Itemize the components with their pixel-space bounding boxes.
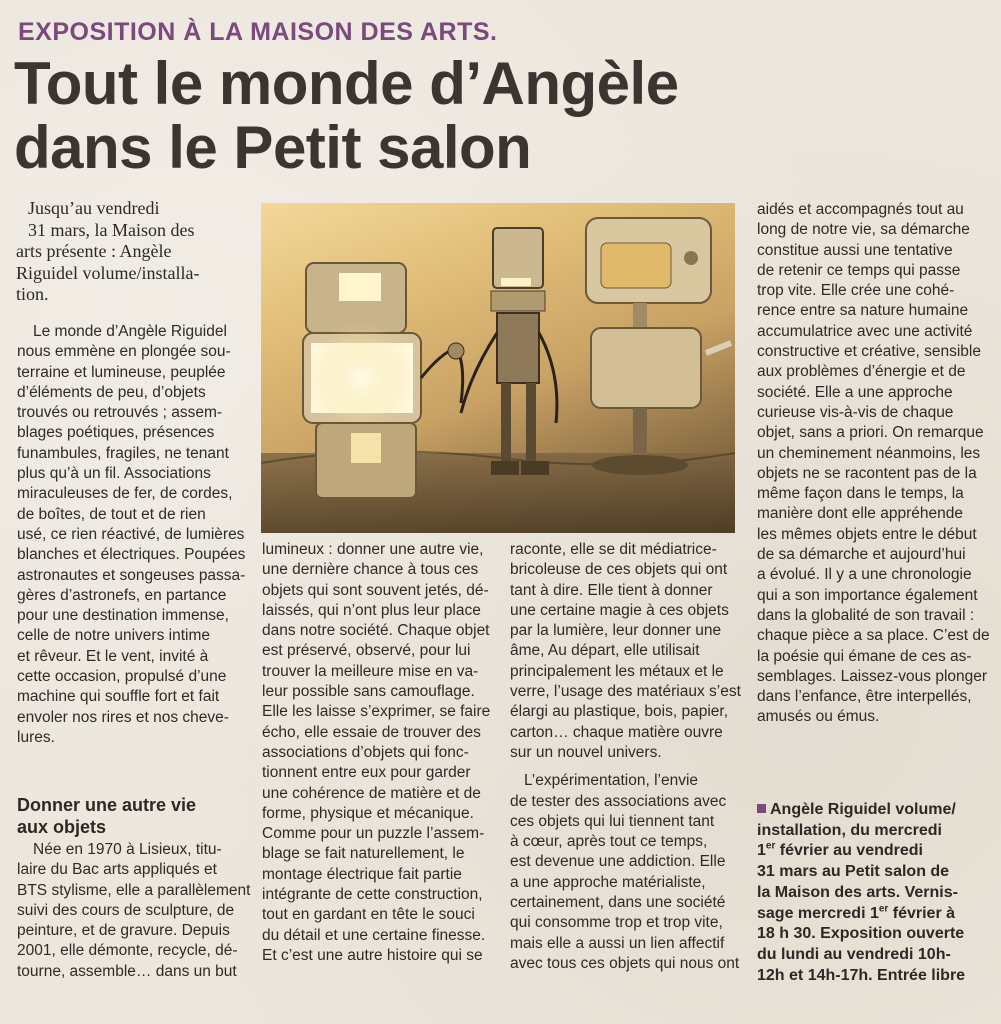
info-line bbox=[757, 800, 987, 821]
text-line: objet, sans a priori. On remarque bbox=[757, 424, 984, 442]
body-column-4 bbox=[757, 200, 990, 728]
text-line: tourne, assemble… dans un but bbox=[17, 962, 237, 980]
text-line: gères d’astronefs, en partance bbox=[17, 586, 227, 604]
text-line: mais elle a aussi un lien affectif bbox=[510, 934, 725, 952]
body-column-3 bbox=[510, 540, 741, 974]
text-line: chaque pièce a sa place. C’est de bbox=[757, 627, 990, 645]
text-line: amusés ou émus. bbox=[757, 708, 880, 726]
text-line: montage électrique fait partie bbox=[262, 865, 462, 883]
info-text: sage mercredi 1 bbox=[757, 904, 879, 922]
text-line: pour une destination immense, bbox=[17, 607, 229, 625]
text-line: BTS stylisme, elle a parallèlement bbox=[17, 881, 251, 899]
text-line: principalement les métaux et le bbox=[510, 662, 724, 680]
text-line: de boîtes, de tout et de rien bbox=[17, 505, 206, 523]
info-line: 18 h 30. Exposition ouverte bbox=[757, 925, 965, 943]
text-line: avec tous ces objets qui nous ont bbox=[510, 954, 740, 972]
text-line: tout en gardant en tête le souci bbox=[262, 906, 475, 924]
text-line: dans notre société. Chaque objet bbox=[262, 622, 490, 640]
text-line: Comme pour un puzzle l’assem- bbox=[262, 825, 485, 843]
text-line: les mêmes objets entre le début bbox=[757, 525, 977, 543]
text-line: ces objets qui lui tiennent tant bbox=[510, 812, 715, 830]
text-line: cette occasion, propulsé d’une bbox=[17, 668, 227, 686]
info-text: 1 bbox=[757, 842, 766, 860]
lead-line: Riguidel volume/installa- bbox=[16, 262, 200, 283]
text-line: intégrante de cette construction, bbox=[262, 886, 483, 904]
text-line: sur un nouvel univers. bbox=[510, 743, 662, 761]
text-line: est préservé, observé, pour lui bbox=[262, 642, 471, 660]
text-line: laire du Bac arts appliqués et bbox=[17, 861, 217, 879]
info-line: 12h et 14h-17h. Entrée libre bbox=[757, 966, 966, 984]
text-line: astronautes et songeuses passa- bbox=[17, 566, 246, 584]
text-line: manière dont elle appréhende bbox=[757, 505, 963, 523]
text-line: de retenir ce temps qui passe bbox=[757, 261, 961, 279]
text-line: blages poétiques, présences bbox=[17, 424, 215, 442]
robot-right bbox=[586, 218, 731, 475]
text-line: lumineux : donner une autre vie, bbox=[262, 541, 484, 558]
lead-line: tion. bbox=[16, 284, 49, 304]
text-line: de tester des associations avec bbox=[510, 792, 727, 810]
text-line: une cohérence de matière et de bbox=[262, 784, 481, 802]
info-line: 31 mars au Petit salon de bbox=[757, 863, 950, 881]
bullet-square-icon bbox=[757, 804, 766, 813]
text-line: plus qu’à un fil. Associations bbox=[17, 465, 211, 483]
text-line: trop vite. Elle crée une cohé- bbox=[757, 282, 955, 300]
robot-sculptures-illustration bbox=[261, 203, 735, 533]
text-line: est devenue une addiction. Elle bbox=[510, 853, 726, 871]
text-line: du détail et une certaine finesse. bbox=[262, 926, 486, 944]
text-line: usé, ce rien réactivé, de lumières bbox=[17, 525, 245, 543]
text-line: une dernière chance à tous ces bbox=[262, 561, 479, 579]
exhibition-info-box bbox=[757, 800, 987, 986]
info-line: du lundi au vendredi 10h- bbox=[757, 945, 951, 963]
info-line: installation, du mercredi bbox=[757, 821, 942, 839]
text-line: aux problèmes d’énergie et de bbox=[757, 363, 966, 381]
text-line: suivi des cours de sculpture, de bbox=[17, 901, 235, 919]
subhead-line: aux objets bbox=[17, 816, 107, 837]
text-line: de sa démarche et aujourd’hui bbox=[757, 546, 966, 564]
text-line: trouver la meilleure mise en va- bbox=[262, 662, 479, 680]
info-line bbox=[757, 841, 987, 862]
subhead-line: Donner une autre vie bbox=[17, 795, 197, 815]
text-line: leur possible sans camouflage. bbox=[262, 683, 475, 701]
text-line: société. Elle a une approche bbox=[757, 383, 953, 401]
text-line: semblages. Laissez-vous plonger bbox=[757, 667, 988, 685]
text-line: dans l’enfance, être interpellés, bbox=[757, 688, 972, 706]
body-column-2 bbox=[262, 540, 490, 966]
info-sup: er bbox=[878, 903, 889, 915]
text-line: associations d’objets qui fonc- bbox=[262, 743, 469, 761]
text-line: un cheminement néanmoins, les bbox=[757, 444, 981, 462]
text-line: miraculeuses de fer, de cordes, bbox=[17, 485, 233, 503]
text-line: laissés, qui n’ont plus leur place bbox=[262, 601, 481, 619]
text-line: terraine et lumineuse, peuplée bbox=[17, 363, 226, 381]
text-line: tionnent entre eux pour garder bbox=[262, 764, 471, 782]
body-column-1 bbox=[17, 322, 246, 748]
text-line: verre, l’usage des matériaux s’est bbox=[510, 683, 741, 701]
robot-middle bbox=[461, 228, 557, 475]
text-line: celle de notre univers intime bbox=[17, 627, 210, 645]
text-line: Et c’est une autre histoire qui se bbox=[262, 946, 483, 964]
text-line: Le monde d’Angèle Riguidel bbox=[33, 323, 227, 340]
text-line: accumulatrice avec une activité bbox=[757, 322, 973, 340]
text-line: lures. bbox=[17, 728, 55, 746]
headline-line: Tout le monde d’Angèle bbox=[14, 50, 679, 117]
text-line: blage se fait naturellement, le bbox=[262, 845, 465, 863]
artwork-photo bbox=[261, 203, 735, 533]
text-line: aidés et accompagnés tout au bbox=[757, 201, 964, 218]
text-line: écho, elle essaie de trouver des bbox=[262, 723, 481, 741]
text-line: machine qui souffle fort et fait bbox=[17, 688, 220, 706]
text-line: long de notre vie, sa démarche bbox=[757, 221, 970, 239]
text-line: bricoleuse de ces objets qui ont bbox=[510, 561, 728, 579]
lead-line: 31 mars, la Maison des bbox=[28, 219, 195, 240]
text-line: objets qui sont souvent jetés, dé- bbox=[262, 581, 489, 599]
text-line: âme, Au départ, elle utilisait bbox=[510, 642, 700, 660]
text-line: à cœur, après tout ce temps, bbox=[510, 833, 708, 851]
text-line: même façon dans le temps, la bbox=[757, 485, 964, 503]
lead-line: arts présente : Angèle bbox=[16, 241, 172, 261]
text-line: qui a son importance également bbox=[757, 586, 978, 604]
text-line: constructive et créative, sensible bbox=[757, 343, 981, 361]
text-line: par la lumière, leur donner une bbox=[510, 622, 722, 640]
text-line: a évolué. Il y a une chronologie bbox=[757, 566, 972, 584]
text-line: objets ne se racontent pas de la bbox=[757, 464, 977, 482]
text-line: une certaine magie à ces objets bbox=[510, 601, 729, 619]
text-line: L’expérimentation, l’envie bbox=[524, 772, 699, 790]
text-line: trouvés ou retrouvés ; assem- bbox=[17, 404, 223, 422]
article-lead bbox=[16, 198, 246, 306]
lead-line: Jusqu’au vendredi bbox=[28, 198, 160, 218]
text-line: forme, physique et mécanique. bbox=[262, 804, 474, 822]
text-line: funambules, fragiles, ne tenant bbox=[17, 444, 229, 462]
text-line: Elle les laisse s’exprimer, se faire bbox=[262, 703, 491, 721]
article-subhead bbox=[17, 795, 247, 838]
info-text: Angèle Riguidel volume/ bbox=[770, 801, 956, 818]
text-line: certainement, dans une société bbox=[510, 894, 726, 912]
headline-line: dans le Petit salon bbox=[14, 114, 532, 181]
article-headline bbox=[14, 52, 974, 180]
text-line: blanches et électriques. Poupées bbox=[17, 546, 246, 564]
info-text: février au vendredi bbox=[775, 842, 923, 860]
text-line: tant à dire. Elle tient à donner bbox=[510, 581, 713, 599]
text-line: et rêveur. Et le vent, invité à bbox=[17, 647, 209, 665]
text-line: curieuse vis-à-vis de chaque bbox=[757, 403, 954, 421]
text-line: carton… chaque matière ouvre bbox=[510, 723, 723, 741]
text-line: peinture, et de gravure. Depuis bbox=[17, 922, 230, 940]
text-line: nous emmène en plongée sou- bbox=[17, 343, 231, 361]
text-line: raconte, elle se dit médiatrice- bbox=[510, 541, 717, 558]
text-line: a une approche matérialiste, bbox=[510, 873, 706, 891]
text-line: élargi au plastique, bois, papier, bbox=[510, 703, 729, 721]
info-line: la Maison des arts. Vernis- bbox=[757, 883, 958, 901]
text-line: Née en 1970 à Lisieux, titu- bbox=[33, 841, 222, 858]
text-line: dans la globalité de son travail : bbox=[757, 606, 975, 624]
info-sup: er bbox=[765, 841, 776, 853]
text-line: qui consomme trop et trop vite, bbox=[510, 914, 723, 932]
info-line bbox=[757, 904, 987, 925]
article-kicker: EXPOSITION À LA MAISON DES ARTS. bbox=[18, 18, 498, 46]
text-line: 2001, elle démonte, recycle, dé- bbox=[17, 942, 238, 960]
text-line: la poésie qui émane de ces as- bbox=[757, 647, 972, 665]
body-column-1b bbox=[17, 840, 251, 982]
text-line: d’éléments de peu, d’objets bbox=[17, 383, 206, 401]
text-line: envoler nos rires et nos cheve- bbox=[17, 708, 229, 726]
robot-left bbox=[303, 263, 421, 498]
info-text: février à bbox=[888, 904, 956, 922]
text-line: constitue aussi une tentative bbox=[757, 241, 953, 259]
text-line: rence entre sa nature humaine bbox=[757, 302, 969, 320]
